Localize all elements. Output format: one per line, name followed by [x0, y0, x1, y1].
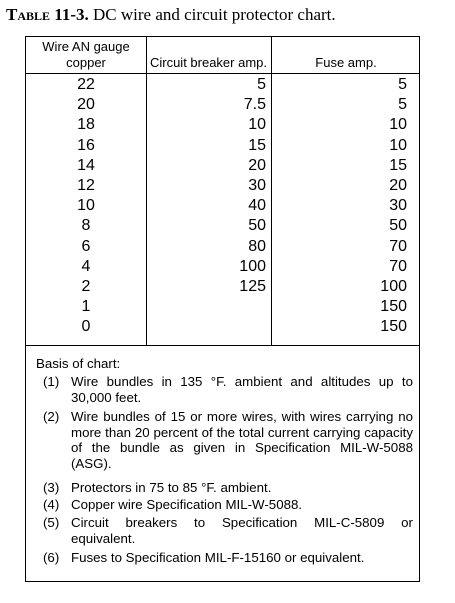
cell-circuit-breaker: 30 — [248, 176, 266, 194]
cell-circuit-breaker: 80 — [248, 237, 266, 255]
cell-circuit-breaker: 10 — [248, 116, 266, 134]
notes-heading: Basis of chart: — [36, 356, 121, 371]
cell-wire-gauge: 14 — [77, 156, 95, 174]
cell-fuse: 10 — [389, 136, 407, 154]
protector-table — [25, 36, 420, 346]
column-circuit-breaker — [146, 75, 271, 337]
note-number: (2) — [43, 409, 60, 424]
header-fuse: Fuse amp. — [315, 55, 377, 70]
cell-fuse: 70 — [389, 257, 407, 275]
table-title-number: 11-3. — [54, 5, 89, 24]
note-item — [43, 550, 413, 566]
cell-fuse: 15 — [389, 156, 407, 174]
note-number: (5) — [43, 515, 60, 530]
note-text: Circuit breakers to Specification MIL-C-5809 or equivalent. — [71, 515, 413, 546]
cell-fuse: 70 — [389, 237, 407, 255]
cell-circuit-breaker — [146, 297, 271, 317]
cell-circuit-breaker: 20 — [248, 156, 266, 174]
cell-circuit-breaker: 40 — [248, 197, 266, 215]
cell-circuit-breaker: 50 — [248, 217, 266, 235]
cell-wire-gauge: 6 — [81, 237, 91, 255]
cell-circuit-breaker: 100 — [239, 257, 266, 275]
cell-wire-gauge: 20 — [77, 96, 95, 114]
cell-wire-gauge: 0 — [81, 318, 91, 336]
note-item — [43, 497, 413, 513]
table-title-tag: Table — [6, 5, 51, 24]
note-text: Wire bundles of 15 or more wires, with wires carrying no more than 20 percent of the total current carrying capacity of the bundle as given in Specification MIL-W-5088 (ASG). — [71, 409, 413, 471]
cell-wire-gauge: 22 — [77, 76, 95, 93]
column-fuse — [271, 75, 421, 337]
cell-fuse: 150 — [380, 318, 407, 336]
note-number: (1) — [43, 374, 60, 389]
header-wire-gauge-line2: copper — [66, 55, 106, 70]
cell-wire-gauge: 18 — [77, 116, 95, 134]
cell-fuse: 5 — [398, 96, 407, 114]
cell-wire-gauge: 4 — [81, 257, 91, 275]
cell-circuit-breaker: 7.5 — [243, 96, 266, 114]
cell-fuse: 20 — [389, 176, 407, 194]
cell-wire-gauge: 1 — [81, 298, 91, 316]
note-item — [43, 409, 413, 471]
cell-fuse: 30 — [389, 197, 407, 215]
note-item — [43, 480, 413, 496]
note-text: Copper wire Specification MIL-W-5088. — [71, 497, 303, 512]
note-number: (6) — [43, 550, 60, 565]
cell-fuse: 5 — [398, 76, 407, 93]
note-text: Fuses to Specification MIL-F-15160 or equivalent. — [71, 550, 365, 565]
note-number: (4) — [43, 497, 60, 512]
header-wire-gauge-line1: Wire AN gauge — [42, 39, 130, 54]
note-item — [43, 374, 413, 405]
cell-fuse: 150 — [380, 298, 407, 316]
note-number: (3) — [43, 480, 60, 495]
table-title — [6, 5, 336, 25]
cell-fuse: 10 — [389, 116, 407, 134]
header-circuit-breaker: Circuit breaker amp. — [149, 55, 268, 70]
cell-circuit-breaker: 5 — [257, 76, 266, 93]
cell-circuit-breaker: 15 — [248, 136, 266, 154]
cell-wire-gauge: 12 — [77, 176, 95, 194]
cell-wire-gauge: 2 — [81, 277, 91, 295]
cell-wire-gauge: 16 — [77, 136, 95, 154]
header-wire-gauge — [26, 39, 146, 71]
cell-wire-gauge: 10 — [77, 197, 95, 215]
cell-circuit-breaker — [146, 317, 271, 337]
note-text: Protectors in 75 to 85 °F. ambient. — [71, 480, 272, 495]
cell-fuse: 100 — [380, 277, 407, 295]
note-item — [43, 515, 413, 546]
cell-wire-gauge: 8 — [81, 217, 91, 235]
header-divider — [26, 73, 419, 74]
cell-circuit-breaker: 125 — [239, 277, 266, 295]
note-text: Wire bundles in 135 °F. ambient and altitudes up to 30,000 feet. — [71, 374, 413, 405]
table-title-text: DC wire and circuit protector chart. — [93, 5, 336, 24]
column-wire-gauge — [26, 75, 146, 337]
cell-fuse: 50 — [389, 217, 407, 235]
chart-basis-notes — [25, 345, 420, 582]
